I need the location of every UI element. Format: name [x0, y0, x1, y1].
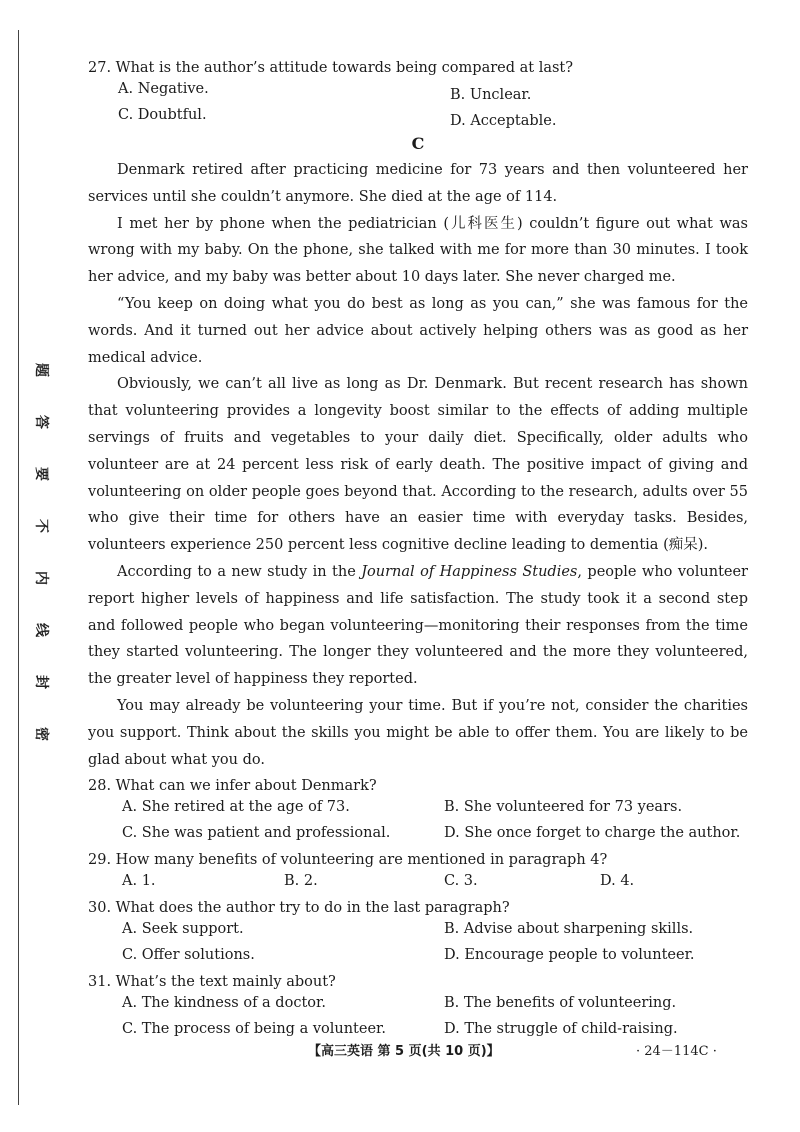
q31-option-b: B. The benefits of volunteering.	[444, 995, 677, 1012]
q29-option-d: D. 4.	[600, 873, 635, 890]
section-heading: C	[411, 134, 425, 153]
p5-text-a: According to a new study in the	[117, 563, 362, 580]
q31-option-a: A. The kindness of a doctor.	[122, 995, 326, 1012]
question-30-options-row2	[88, 944, 748, 970]
question-29-options	[88, 870, 748, 896]
content	[88, 58, 748, 1044]
question-27-options-row1	[88, 78, 748, 104]
margin-seal-text	[26, 360, 56, 776]
q27-option-b: B. Unclear.	[450, 87, 532, 103]
q31-option-d: D. The struggle of child-raising.	[444, 1021, 678, 1038]
seal-char: 内	[33, 571, 49, 585]
seal-char: 答	[33, 415, 49, 429]
seal-char: 要	[33, 467, 49, 481]
passage-paragraph-1: Denmark retired after practicing medicine for 73 years and then volunteered her services until she couldn’t anymore. She died at the age of 114.	[88, 162, 748, 205]
q30-option-a: A. Seek support.	[122, 921, 244, 938]
q30-option-d: D. Encourage people to volunteer.	[444, 947, 695, 964]
q27-option-d: D. Acceptable.	[450, 113, 557, 129]
q28-option-c: C. She was patient and professional.	[122, 825, 391, 842]
question-29-stem: 29. How many benefits of volunteering are mentioned in paragraph 4?	[88, 852, 608, 869]
q28-option-a: A. She retired at the age of 73.	[122, 799, 350, 816]
passage-paragraph-6: You may already be volunteering your time. But if you’re not, consider the charities you support. Think about the skills you might be able to offer them. You are likely to be glad about what you do.	[88, 697, 748, 768]
passage-paragraph-3: “You keep on doing what you do best as long as you can,” she was famous for the words. And it turned out her advice about actively helping others was as good as her medical advice.	[88, 295, 748, 366]
question-28-stem: 28. What can we infer about Denmark?	[88, 778, 377, 795]
footer-exam-code: · 24－114C ·	[636, 1044, 717, 1059]
seal-char: 不	[33, 519, 49, 533]
q27-option-a: A. Negative.	[118, 81, 209, 97]
passage-paragraph-2: I met her by phone when the pediatrician (儿科医生) couldn’t figure out what was wrong with my baby. On the phone, she talked with me for more than 30 minutes. I took her advice, and my baby was better about 10 days later. She never charged me.	[88, 215, 748, 286]
q31-option-c: C. The process of being a volunteer.	[122, 1021, 386, 1038]
passage-paragraph-5	[88, 559, 748, 693]
seal-char: 封	[33, 675, 49, 689]
question-28-options-row2	[88, 822, 748, 848]
p5-text-b: , people who volunteer report higher levels of happiness and life satisfaction. The study took it a second step and followed people who began volunteering—monitoring their responses from the time they started volunteering. The longer they volunteered and the more they volunteered, the greater level of happiness they reported.	[88, 563, 748, 688]
footer-page-label: 【高三英语 第 5 页(共 10 页)】	[308, 1044, 500, 1059]
journal-title: Journal of Happiness Studies	[361, 563, 578, 580]
question-27-stem: 27. What is the author’s attitude towards being compared at last?	[88, 60, 574, 76]
question-31-options-row1	[88, 992, 748, 1018]
question-30-options-row1	[88, 918, 748, 944]
q29-option-c: C. 3.	[444, 873, 478, 890]
passage-paragraph-4: Obviously, we can’t all live as long as Dr. Denmark. But recent research has shown that volunteering provides a longevity boost similar to the effects of adding multiple servings of fruits and vegetables to your daily diet. Specifically, older adults who volunteer are at 24 percent less risk of early death. The positive impact of giving and volunteering on older people goes beyond that. According to the research, adults over 55 who give their time for others have an easier time with everyday tasks. Besides, volunteers experience 250 percent less cognitive decline leading to dementia (痴呆).	[88, 376, 748, 554]
q29-option-b: B. 2.	[284, 873, 318, 890]
binding-line	[18, 30, 19, 1105]
seal-char: 线	[33, 623, 49, 637]
q27-option-c: C. Doubtful.	[118, 107, 207, 123]
question-28-options-row1	[88, 796, 748, 822]
question-31-stem: 31. What’s the text mainly about?	[88, 974, 336, 991]
seal-char: 题	[33, 363, 49, 377]
question-27-options-row2	[88, 104, 748, 130]
q30-option-b: B. Advise about sharpening skills.	[444, 921, 694, 938]
page-footer	[0, 1040, 800, 1064]
q28-option-d: D. She once forget to charge the author.	[444, 825, 741, 842]
q29-option-a: A. 1.	[122, 873, 156, 890]
question-30-stem: 30. What does the author try to do in the last paragraph?	[88, 900, 510, 917]
q30-option-c: C. Offer solutions.	[122, 947, 255, 964]
seal-char: 密	[33, 727, 49, 741]
q28-option-b: B. She volunteered for 73 years.	[444, 799, 683, 816]
